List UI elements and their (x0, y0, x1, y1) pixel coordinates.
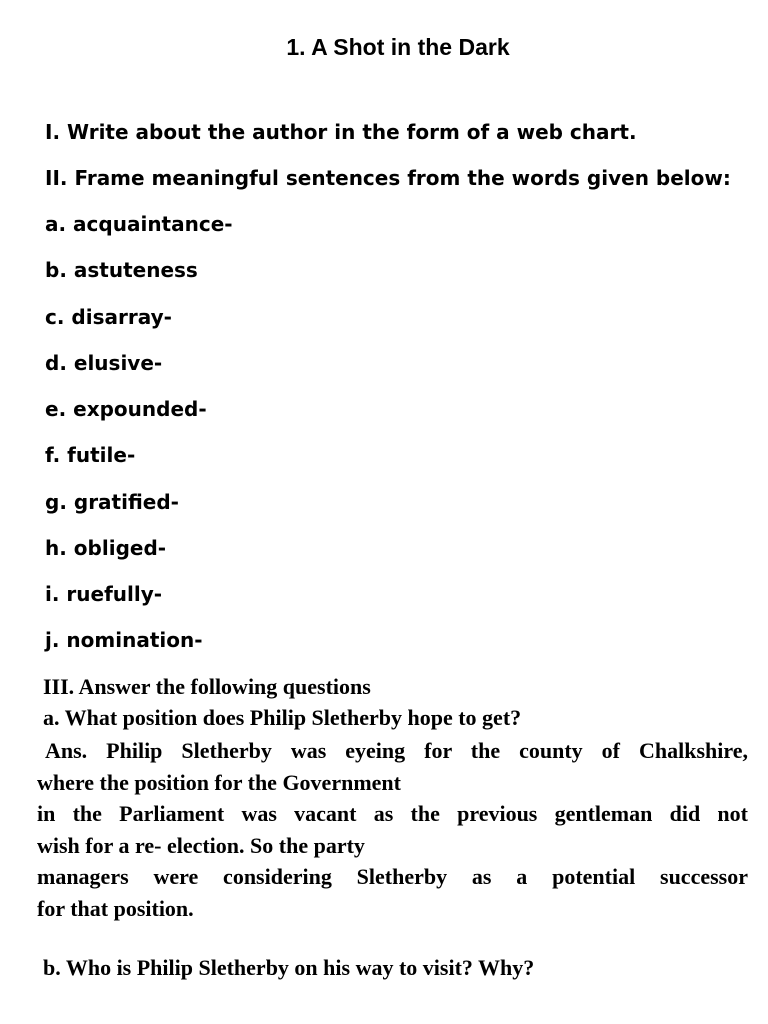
word-item: f. futile- (45, 443, 136, 467)
page-title: 1. A Shot in the Dark (286, 34, 510, 60)
section-heading-2: II. Frame meaningful sentences from the words given below: (45, 166, 731, 190)
answer-line: where the position for the Government (37, 769, 401, 795)
word-item: h. obliged- (45, 536, 167, 560)
section-heading-1: I. Write about the author in the form of a web chart. (45, 120, 637, 144)
word-item: b. astuteness (45, 258, 198, 282)
word-item: d. elusive- (45, 351, 163, 375)
answer-a (37, 735, 748, 924)
answer-line: Ans. Philip Sletherby was eyeing for the county of Chalkshire, (45, 738, 748, 763)
question-b: b. Who is Philip Sletherby on his way to visit? Why? (43, 955, 535, 980)
question-a: a. What position does Philip Sletherby hope to get? (43, 705, 522, 730)
answer-line: managers were considering Sletherby as a potential successor (37, 864, 748, 889)
answer-line: in the Parliament was vacant as the previous gentleman did not (37, 801, 748, 826)
word-item: e. expounded- (45, 397, 207, 421)
section-heading-3: III. Answer the following questions (43, 674, 371, 699)
word-item: g. gratified- (45, 490, 179, 514)
word-item: i. ruefully- (45, 582, 163, 606)
word-item: a. acquaintance- (45, 212, 233, 236)
word-item: j. nomination- (45, 628, 203, 652)
answer-line: wish for a re- election. So the party (37, 832, 365, 858)
word-item: c. disarray- (45, 305, 172, 329)
answer-line: for that position. (37, 895, 194, 921)
